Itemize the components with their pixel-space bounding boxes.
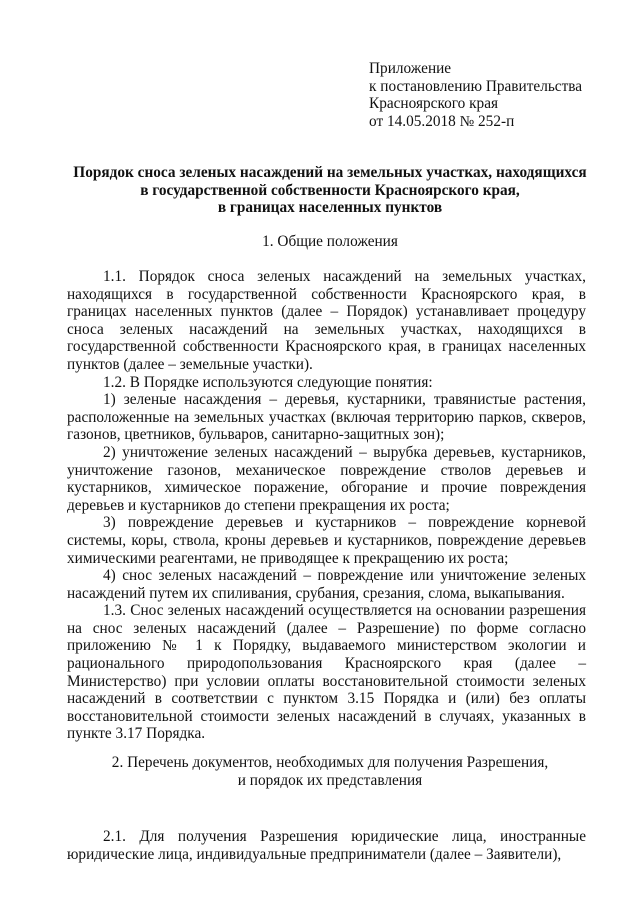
document-title: [70, 164, 590, 217]
appendix-line-2: к постановлению Правительства: [369, 77, 583, 95]
paragraph-1-2: 1.2. В Порядке используются следующие понятия:: [103, 373, 433, 391]
definition-2: 2) уничтожение зеленых насаждений – вырубка деревьев, кустарников, уничтожение газонов, механическое повреждение стволов деревьев и кустарников, химическое поражение, обгорание и прочие повреждения деревьев и кустарников до степени прекращения их роста;: [67, 443, 586, 514]
section-1-heading-text: 1. Общие положения: [262, 233, 398, 250]
title-line-3: в границах населенных пунктов: [217, 199, 443, 217]
paragraph-1-1: 1.1. Порядок сноса зеленых насаждений на земельных участках, находящихся в государственной собственности Красноярского края, в границах населенных пунктов (далее – Порядок) устанавливает процедуру сноса зеленых насаждений на земельных участках, находящихся в государственной собственности Красноярского края, в границах населенных пунктов (далее – земельные участки).: [67, 268, 586, 373]
section-2-heading: [70, 754, 590, 789]
definition-3: 3) повреждение деревьев и кустарников – повреждение корневой системы, коры, ствола, кроны деревьев и кустарников, повреждение деревьев химическими реагентами, не приводящее к прекращению их роста;: [67, 514, 586, 567]
appendix-line-1: Приложение: [369, 60, 452, 77]
appendix-block: [369, 60, 629, 130]
title-line-2: в государственной собственности Красноярского края,: [140, 181, 520, 199]
paragraph-2-1: 2.1. Для получения Разрешения юридические лица, иностранные юридические лица, индивидуальные предприниматели (далее – Заявители),: [67, 828, 586, 863]
appendix-line-4: от 14.05.2018 № 252-п: [369, 112, 515, 130]
definition-4: 4) снос зеленых насаждений – повреждение или уничтожение зеленых насаждений путем их спиливания, срубания, срезания, слома, выкапывания.: [67, 567, 586, 602]
title-line-1: Порядок сноса зеленых насаждений на земельных участках, находящихся: [73, 164, 587, 181]
appendix-line-3: Красноярского края: [369, 95, 499, 113]
section-2-body: [67, 828, 586, 863]
definition-1: 1) зеленые насаждения – деревья, кустарники, травянистые растения, расположенные на земельных участках (включая территорию парков, скверов, газонов, цветников, бульваров, санитарно-защитных зон);: [67, 391, 586, 444]
section-1-body: [67, 268, 586, 743]
section-1-heading: [70, 233, 590, 251]
paragraph-1-3: 1.3. Снос зеленых насаждений осуществляется на основании разрешения на снос зеленых насаждений (далее – Разрешение) по форме согласно приложению № 1 к Порядку, выдаваемого министерством экологии и рационального природопользования Красноярского края (далее – Министерство) при условии оплаты восстановительной стоимости зеленых насаждений в соответствии с пунктом 3.15 Порядка и (или) без оплаты восстановительной стоимости зеленых насаждений в случаях, указанных в пункте 3.17 Порядка.: [67, 602, 586, 743]
section-2-heading-line-2: и порядок их представления: [237, 771, 423, 789]
section-2-heading-line-1: 2. Перечень документов, необходимых для получения Разрешения,: [111, 754, 549, 771]
